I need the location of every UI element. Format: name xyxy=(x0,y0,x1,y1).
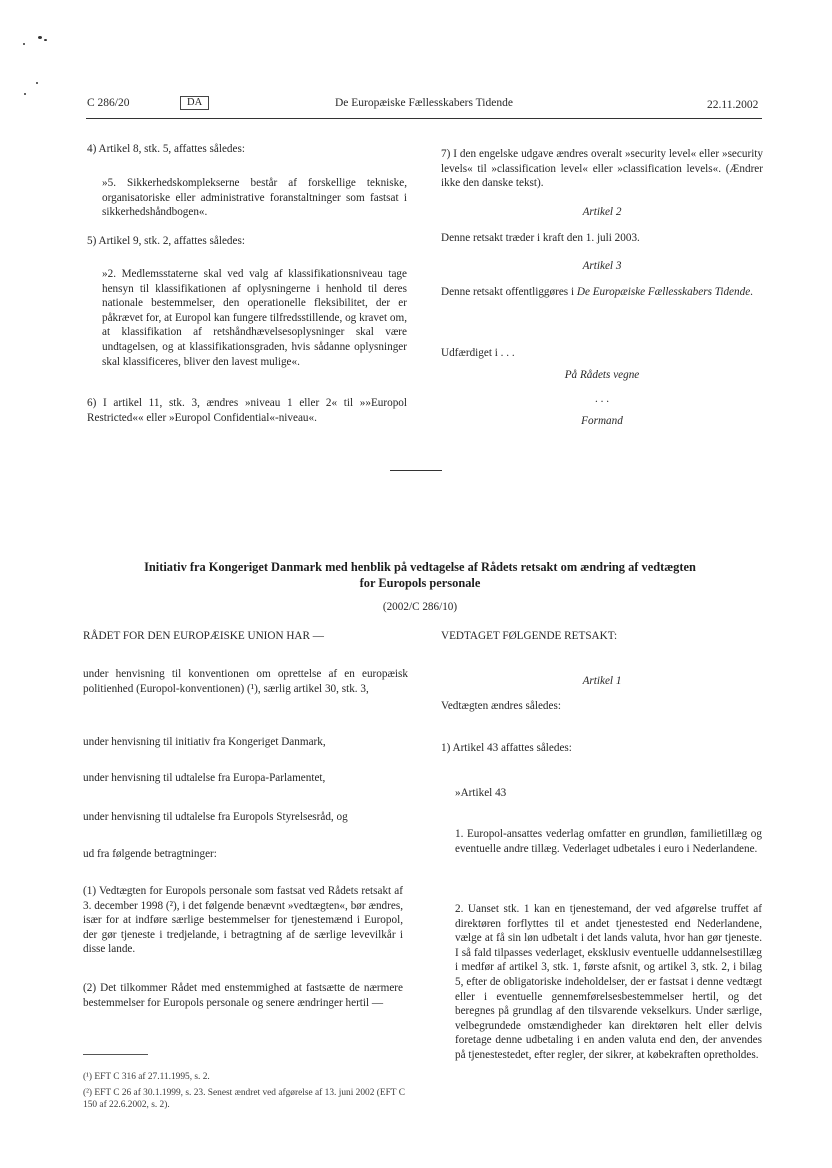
article3-heading: Artikel 3 xyxy=(582,260,622,272)
article1-heading: Artikel 1 xyxy=(582,675,622,687)
item4-body: »5. Sikkerhedskomplekserne består af forskellige tekniske, organisatoriske eller administrative foranstaltninger som fastsat i sikkerhedshåndbogen«. xyxy=(102,177,407,219)
article43-heading: »Artikel 43 xyxy=(455,787,507,799)
scan-speck xyxy=(23,43,25,45)
language-tag: DA xyxy=(180,96,209,110)
council-signature: På Rådets vegne xyxy=(564,369,640,381)
recital-5: ud fra følgende betragtninger: xyxy=(83,848,217,860)
scan-speck xyxy=(38,36,42,39)
item5-title: 5) Artikel 9, stk. 2, affattes således: xyxy=(87,235,245,247)
scan-speck xyxy=(44,39,47,41)
adopted-heading: VEDTAGET FØLGENDE RETSAKT: xyxy=(441,630,618,642)
recital-3: under henvisning til udtalelse fra Europa-Parlamentet, xyxy=(83,772,326,784)
issue-date: 22.11.2002 xyxy=(707,99,759,111)
article2-text: Denne retsakt træder i kraft den 1. juli 2003. xyxy=(441,232,640,244)
section-divider xyxy=(390,470,442,471)
doc-reference: C 286/20 xyxy=(87,97,130,109)
article43-para1: 1. Europol-ansattes vederlag omfatter en grundløn, familietillæg og eventuelle andre tillæg. Vederlaget udbetales i euro i Nederlandene. xyxy=(455,828,762,855)
article3-journal-name: De Europæiske Fællesskabers Tidende xyxy=(576,286,751,298)
item7-text: 7) I den engelske udgave ændres overalt »security level« eller »security levels« til »classification level« eller »classification levels«. (Ændrer ikke den danske tekst). xyxy=(441,148,763,190)
footnote-rule xyxy=(83,1054,148,1055)
recital-4: under henvisning til udtalelse fra Europols Styrelsesråd, og xyxy=(83,811,348,823)
initiative-reference: (2002/C 286/10) xyxy=(382,601,458,613)
header-rule xyxy=(86,118,762,119)
consideration-1: (1) Vedtægten for Europols personale som fastsat ved Rådets retsakt af 3. december 1998 (²), i det følgende benævnt »vedtægten«, bør ændres, især for at indføre særlige bestemmelser for tjenestemænd i Europol, der gør tjeneste i tredjelande, i betragtning af de særlige levevilkår i disse lande. xyxy=(83,885,403,956)
article2-heading: Artikel 2 xyxy=(582,206,622,218)
article3-text-end: . xyxy=(750,286,753,298)
done-at: Udfærdiget i . . . xyxy=(441,347,515,359)
initiative-title: Initiativ fra Kongeriget Danmark med henblik på vedtagelse af Rådets retsakt om ændring af vedtægten for Europols personale xyxy=(144,560,696,590)
item5-body: »2. Medlemsstaterne skal ved valg af klassifikationsniveau tage hensyn til klassifikationen af oplysningerne i henhold til deres nationale bestemmelser, den operationelle fleksibilitet, der er påkrævet for, at Europol kan fungere tilfredsstillende, og kravet om, at klassifikation af retshåndhævelsesoplysninger skal være undtagelsen, og at klassifikationsgraden, hvis sådanne oplysninger skal klassificeres, bliver den lavest mulige«. xyxy=(102,268,407,368)
recital-2: under henvisning til initiativ fra Kongeriget Danmark, xyxy=(83,736,326,748)
council-has: RÅDET FOR DEN EUROPÆISKE UNION HAR — xyxy=(83,630,324,642)
item6-text: 6) I artikel 11, stk. 3, ændres »niveau 1 eller 2« til »»Europol Restricted«« eller »Europol Confidential«-niveau«. xyxy=(87,397,407,424)
footnote-2: (²) EFT C 26 af 30.1.1999, s. 23. Senest ændret ved afgørelse af 13. juni 2002 (EFT C 150 af 22.6.2002, s. 2). xyxy=(83,1088,405,1111)
scan-speck xyxy=(36,82,38,84)
journal-title: De Europæiske Fællesskabers Tidende xyxy=(335,97,513,109)
recital-1: under henvisning til konventionen om oprettelse af en europæisk politienhed (Europol-konventionen) (¹), særlig artikel 30, stk. 3, xyxy=(83,668,408,695)
signature-dots: . . . xyxy=(595,393,609,405)
article3-text xyxy=(441,285,763,300)
chair-title: Formand xyxy=(581,415,623,427)
article3-text-lead: Denne retsakt offentliggøres i xyxy=(441,286,575,298)
item4-title: 4) Artikel 8, stk. 5, affattes således: xyxy=(87,143,245,155)
article43-para2: 2. Uanset stk. 1 kan en tjenestemand, der ved afgørelse truffet af direktøren forflyttes til et andet tjenestested end Nederlandene, vælge at få sin løn udbetalt i det lands valuta, hvor han gør tjeneste. I så fald tilpasses vederlaget, eksklusiv eventuelle uddannelsestillæg i medfør af artikel 3, stk. 1, første afsnit, og artikel 3, stk. 2, i bilag 5, efter de obligatoriske indeholdelser, der er fastsat i denne vedtægt eller i eventuelle gennemførelsesbestemmelser hertil, og det beregnes på grundlag af den tilsvarende vekselkurs. Under særlige, velbegrundede omstændigheder kan direktøren helt eller delvis foretage denne udbetaling i en anden valuta end den, der anvendes på tjenestestedet, efter regler, der sikrer, at købekraften opretholdes. xyxy=(455,903,762,1061)
consideration-2: (2) Det tilkommer Rådet med enstemmighed at fastsætte de nærmere bestemmelser for Europols personale og senere ændringer hertil — xyxy=(83,982,403,1009)
footnote-1: (¹) EFT C 316 af 27.11.1995, s. 2. xyxy=(83,1072,210,1082)
article1-text: Vedtægten ændres således: xyxy=(441,700,561,712)
scan-speck xyxy=(24,93,26,95)
amend-item-1: 1) Artikel 43 affattes således: xyxy=(441,742,572,754)
